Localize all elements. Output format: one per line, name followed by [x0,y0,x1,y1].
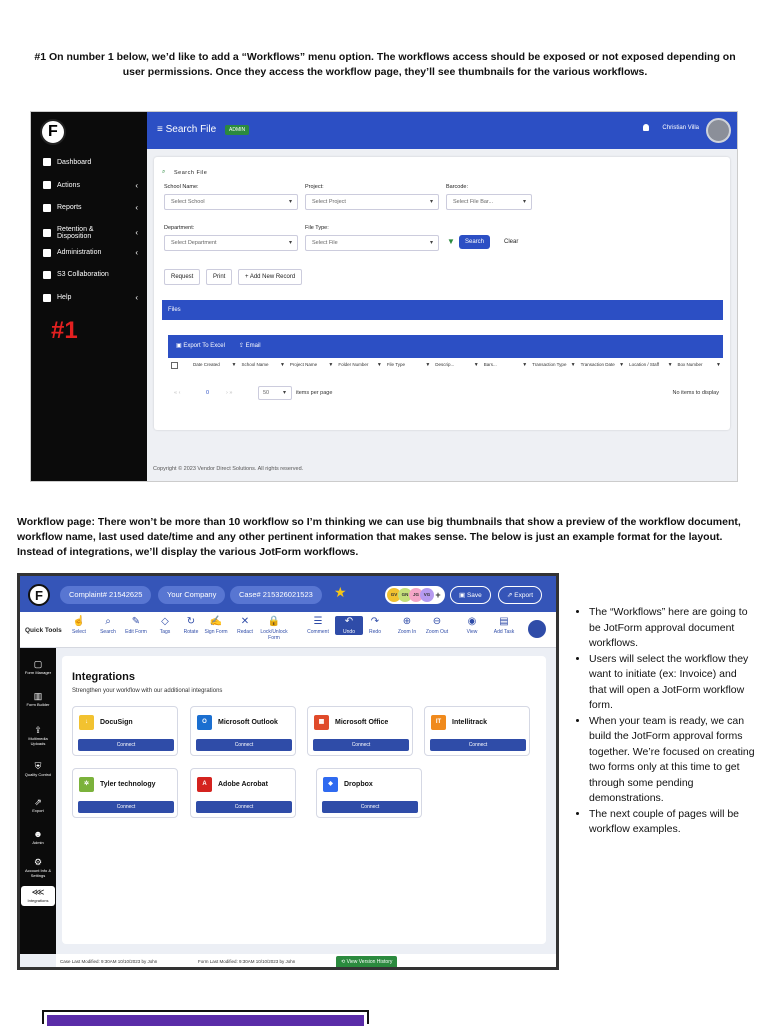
project-label: Project: [305,184,324,190]
chevron-icon: ‹ [135,203,138,212]
tool-edit-form[interactable]: ✎ Edit Form [122,616,150,635]
notes-list [577,605,755,838]
filetype-select[interactable]: Select File ▾ [305,235,439,251]
tool-icon: ✎ [131,616,141,627]
sidebar-item[interactable]: ☻ Admin [21,828,55,845]
connect-button[interactable]: Connect [78,801,174,813]
integrations-panel [62,656,546,944]
tool-zoom-in[interactable]: ⊕ Zoom In [393,616,421,635]
tool-icon: 🔒 [267,616,281,627]
notification-icon[interactable] [528,620,546,638]
menu-icon [43,249,51,257]
sidebar-item[interactable]: ⚙ Account Info & Settings [21,856,55,878]
menu-icon [43,158,51,166]
sidebar-icon: ⇗ [34,797,42,807]
app-logo: F [40,119,66,145]
sidebar-item[interactable]: ⋘ Integrations [21,886,55,906]
integration-card[interactable] [72,768,178,818]
select-all-checkbox[interactable] [168,360,190,380]
department-select[interactable]: Select Department ▾ [164,235,298,251]
filter-icon[interactable]: ▼ [231,362,237,368]
sidebar-item-label: Help [57,294,72,301]
add-collaborator-icon[interactable]: + [435,590,441,600]
barcode-select[interactable]: Select File Bar... ▾ [446,194,532,210]
department-label: Department: [164,225,195,231]
add-record-button[interactable]: + Add New Record [238,269,302,285]
save-button[interactable]: ▣ Save [450,586,491,604]
menu-icon [43,271,51,279]
sidebar-item[interactable] [43,248,138,257]
sidebar-item[interactable]: ▢ Form Manager [21,658,55,675]
sidebar-item-label: S3 Collaboration [57,271,109,278]
connect-button[interactable]: Connect [78,739,174,751]
table-header [168,360,723,380]
search-file-screenshot [30,111,738,482]
tool-icon: ↻ [186,616,196,627]
integration-name: Microsoft Outlook [218,719,278,726]
integrations-screenshot [17,573,559,970]
column-header[interactable]: School Name ▼ [241,362,285,368]
integration-name: Intellitrack [452,719,488,726]
filter-icon[interactable]: ▼ [522,362,528,368]
sidebar [31,112,147,482]
tool-icon: ☰ [313,616,323,627]
tool-icon: ✍ [209,616,223,627]
column-header[interactable]: Bars... ▼ [483,362,528,368]
tool-icon: ◉ [467,616,477,627]
tool-icon: ▤ [499,616,509,627]
menu-icon [43,294,51,302]
tool-icon: ✕ [240,616,250,627]
filter-icon[interactable]: ▼ [279,362,285,368]
search-icon: ⌕ [162,169,166,175]
integration-card[interactable] [424,706,530,756]
integration-icon: IT [431,715,446,730]
column-header[interactable]: Project Name ▼ [289,362,334,368]
company-pill[interactable]: Your Company [158,586,225,604]
filter-icon[interactable]: ▼ [619,362,625,368]
avatar[interactable]: GN [398,588,412,602]
quick-tools-label: Quick Tools [25,627,62,634]
connect-button[interactable]: Connect [196,801,292,813]
marker-number-one: #1 [51,317,78,344]
grid-toolbar [168,335,723,358]
tool-icon: ☝ [72,616,86,627]
sidebar-icon: ⚙ [33,857,43,867]
no-items: No items to display [672,390,719,396]
barcode-label: Barcode: [446,184,469,190]
school-label: School Name: [164,184,199,190]
integration-name: DocuSign [100,719,133,726]
sidebar-item-label: Administration [57,249,102,256]
sidebar-icon: ☻ [33,829,43,839]
sidebar-item[interactable] [43,293,138,302]
filter-icon[interactable]: ▼ [376,362,382,368]
footer [56,954,556,970]
tool-icon: ⌕ [105,616,111,627]
column-header[interactable]: Folder Number ▼ [338,362,382,368]
sidebar-icon: ▥ [33,691,43,701]
integration-name: Tyler technology [100,781,156,788]
user-name[interactable]: Christian Villa [662,125,699,131]
sidebar-item-label: Actions [57,181,80,189]
integration-card[interactable] [307,706,413,756]
search-button[interactable]: Search [459,235,490,249]
page-number[interactable]: 0 [206,390,210,396]
column-header[interactable]: Transaction Type ▼ [532,362,576,368]
top-header [20,576,556,612]
tool-sign-form[interactable]: ✍ Sign Form [202,616,230,635]
integration-name: Adobe Acrobat [218,781,268,788]
admin-badge: ADMIN [225,125,249,135]
column-header[interactable]: Box Number ▼ [677,362,721,368]
note-item: • The “Workflows” here are going to be JotForm approval document workflows. [589,605,755,652]
integration-name: Dropbox [344,781,373,788]
sidebar-icon: ⇪ [34,725,42,735]
tool-add-task[interactable]: ▤ Add Task [490,616,518,635]
chevron-icon: ‹ [135,228,138,237]
tool-undo[interactable]: ↶ Undo [335,616,363,635]
items-per-page: items per page [296,390,333,396]
filter-icon[interactable]: ▼ [447,237,455,246]
tool-comment[interactable]: ☰ Comment [304,616,332,635]
copyright: Copyright © 2023 Vendor Direct Solutions. All rights reserved. [153,466,304,472]
avatar[interactable]: VG [420,588,434,602]
integration-card[interactable] [190,706,296,756]
filter-icon[interactable]: ▼ [425,362,431,368]
case-pill[interactable]: Case# 215326021523 [230,586,322,604]
sidebar-item[interactable] [43,203,138,212]
project-select[interactable]: Select Project ▾ [305,194,439,210]
tool-icon: ↷ [370,616,380,627]
header-title: ≡ Search File [157,124,217,135]
avatar[interactable] [706,118,731,143]
note-item: • Users will select the workflow they want to initiate (ex: Invoice) and that will open a JotForm workflow form. [589,652,755,714]
integration-icon: A [197,777,212,792]
tool-lock-unlock-form[interactable]: 🔒 Lock/Unlock Form [260,616,288,641]
integration-card[interactable] [316,768,422,818]
email-button[interactable]: ⇪ Email [238,343,261,349]
school-select[interactable]: Select School ▾ [164,194,298,210]
filter-icon[interactable]: ▼ [716,362,721,368]
next-screenshot-fragment [42,1010,369,1024]
sidebar-item[interactable] [43,271,138,279]
tool-redo[interactable]: ↷ Redo [361,616,389,635]
column-header[interactable]: Transaction Date ▼ [580,362,625,368]
connect-button[interactable]: Connect [430,739,526,751]
app-logo: F [28,584,50,606]
column-header[interactable]: Date Created ▼ [193,362,237,368]
sidebar-icon: ⛨ [34,761,42,771]
integration-card[interactable] [72,706,178,756]
menu-icon [43,204,51,212]
tool-icon: ⊖ [432,616,442,627]
tab-files[interactable]: Files [162,300,723,320]
avatar[interactable]: JG [409,588,423,602]
tool-rotate[interactable]: ↻ Rotate [177,616,205,635]
print-button[interactable]: Print [206,269,232,285]
integration-name: Microsoft Office [335,719,389,726]
tool-search[interactable]: ⌕ Search [94,616,122,635]
filter-icon[interactable]: ▼ [473,362,479,368]
export-button[interactable]: ⇗ Export [498,586,542,604]
menu-icon [43,229,51,237]
bell-icon[interactable] [643,124,649,131]
tool-view[interactable]: ◉ View [458,616,486,635]
filter-icon[interactable]: ▼ [328,362,334,368]
tool-icon: ⊕ [402,616,412,627]
connect-button[interactable]: Connect [322,801,418,813]
tool-icon: ↶ [344,616,354,627]
sidebar [20,648,56,954]
page-size-select[interactable]: 50 ▾ [258,386,292,400]
connect-button[interactable]: Connect [313,739,409,751]
complaint-pill[interactable]: Complaint# 21542625 [60,586,151,604]
view-version-history-button[interactable]: ⟲ View Version History [336,956,397,969]
sidebar-item[interactable]: ⇗ Export [21,796,55,813]
sidebar-item-label: Dashboard [57,158,92,166]
collaborator-avatars [385,586,445,604]
clear-button[interactable]: Clear [498,235,524,249]
form-modified: Form Last Modified: 9:30AM 10/10/2023 by John [198,959,296,964]
sidebar-icon: ▢ [33,659,43,669]
integration-icon: ↓ [79,715,94,730]
integration-icon: O [197,715,212,730]
sidebar-item[interactable] [43,181,138,190]
sidebar-item[interactable]: ⛨ Quality Control [21,760,55,777]
page-title: Integrations [72,671,135,683]
top-header [147,112,738,149]
tool-zoom-out[interactable]: ⊖ Zoom Out [423,616,451,635]
column-header[interactable]: Location / Staff ▼ [629,362,673,368]
note-item: • The next couple of pages will be workflow examples. [589,807,755,838]
avatar[interactable]: GV [387,588,401,602]
tool-icon: ◇ [161,616,169,627]
filetype-label: File Type: [305,225,329,231]
sidebar-item-label: Reports [57,204,82,211]
search-heading: Search File [174,170,208,176]
integration-icon: ◆ [323,777,338,792]
request-button[interactable]: Request [164,269,200,285]
chevron-icon: ‹ [135,180,138,190]
quick-tools-toolbar [20,612,556,648]
intro-text: #1 On number 1 below, we’d like to add a “Workflows” menu option. The workflows access should be exposed or not exposed depending on user permissions. Once they access the workflow page, they’ll see thumbnails for the various workflows. [34,51,736,78]
star-icon[interactable]: ★ [334,584,347,600]
filter-icon[interactable]: ▼ [570,362,576,368]
filter-icon[interactable]: ▼ [667,362,673,368]
connect-button[interactable]: Connect [196,739,292,751]
integration-icon: ✲ [79,777,94,792]
sidebar-item[interactable]: ⇪ Multimedia Uploads [21,724,55,746]
tool-select[interactable]: ☝ Select [65,616,93,635]
sidebar-icon: ⋘ [31,887,45,897]
note-item: • When your team is ready, we can build the JotForm approval forms together. We’re focused on creating two forms only at this time to get through some pending demonstrations. [589,714,755,807]
chevron-icon: ‹ [135,293,138,302]
tool-tags[interactable]: ◇ Tags [151,616,179,635]
search-card [154,157,730,430]
column-header[interactable]: File Type ▼ [386,362,431,368]
integration-icon: ▦ [314,715,329,730]
pager: « ‹ 0 › » 50 ▾ items per page No items to display [168,387,723,403]
page-subtitle: Strengthen your workflow with our additional integrations [72,688,223,694]
column-header[interactable]: Descrip... ▼ [435,362,479,368]
sidebar-item[interactable]: ▥ Form Builder [21,690,55,707]
export-excel-button[interactable]: ▣ Export To Excel [176,343,225,349]
sidebar-item-label: Retention & Disposition [57,225,94,240]
integration-card[interactable] [190,768,296,818]
tool-redact[interactable]: ✕ Redact [231,616,259,635]
menu-icon [43,181,51,189]
sidebar-item[interactable] [43,226,138,240]
workflow-page-text: Workflow page: There won’t be more than 10 workflow so I’m thinking we can use big thumbnails that show a preview of the workflow document, workflow name, last used date/time and any other pertinent information that makes sense. The below is just an example format for the layout. Instead of integrations, we’ll display the various JotForm workflows. [17,516,741,558]
chevron-icon: ‹ [135,248,138,257]
sidebar-item[interactable] [43,158,138,166]
case-modified: Case Last Modified: 9:30AM 10/10/2023 by John [60,959,158,964]
